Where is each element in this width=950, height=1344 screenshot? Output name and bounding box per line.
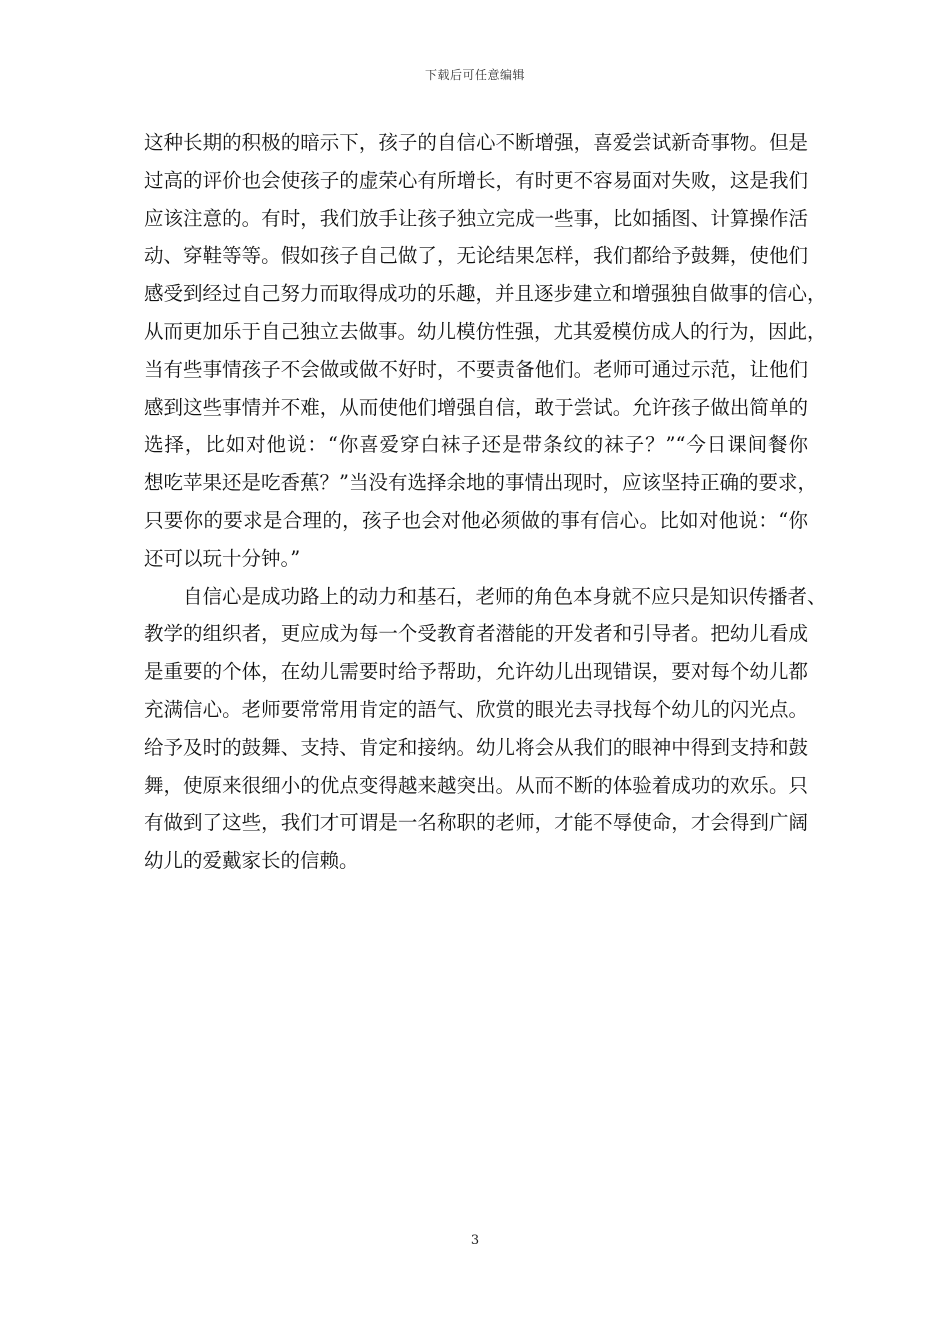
text-line: 选择，比如对他说：“你喜爱穿白袜子还是带条纹的袜子？”“今日课间餐你	[144, 433, 808, 457]
text-line: 自信心是成功路上的动力和基石，老师的角色本身就不应只是知识传播者、	[183, 584, 827, 608]
text-line: 从而更加乐于自己独立去做事。幼儿模仿性强，尤其爱模仿成人的行为，因此，	[144, 319, 827, 343]
text-line: 教学的组织者，更应成为每一个受教育者潜能的开发者和引导者。把幼儿看成	[144, 622, 808, 646]
text-line: 给予及时的鼓舞、支持、肯定和接纳。幼儿将会从我们的眼神中得到支持和鼓	[144, 735, 808, 759]
text-line: 还可以玩十分钟。”	[144, 546, 301, 570]
paragraph-1	[144, 124, 827, 578]
text-line: 感受到经过自己努力而取得成功的乐趣，并且逐步建立和增强独自做事的信心，	[144, 282, 827, 306]
text-line: 这种长期的积极的暗示下，孩子的自信心不断增强，喜爱尝试新奇事物。但是	[144, 131, 808, 154]
paragraph-2	[144, 578, 827, 880]
page-number: 3	[470, 1233, 480, 1248]
page-header: 下载后可任意编辑	[424, 68, 525, 82]
text-line: 充满信心。老师要常常用肯定的語气、欣赏的眼光去寻找每个幼儿的闪光点。	[144, 697, 808, 721]
text-line: 是重要的个体，在幼儿需要时给予帮助，允许幼儿出现错误，要对每个幼儿都	[144, 660, 808, 684]
text-line: 有做到了这些，我们才可谓是一名称职的老师，才能不辱使命，才会得到广阔	[144, 811, 808, 835]
text-line: 应该注意的。有时，我们放手让孩子独立完成一些事，比如插图、计算操作活	[144, 206, 808, 230]
text-line: 感到这些事情并不难，从而使他们增强自信，敢于尝试。允许孩子做出简单的	[144, 395, 808, 419]
text-line: 当有些事情孩子不会做或做不好时，不要责备他们。老师可通过示范，让他们	[144, 357, 808, 381]
text-line: 只要你的要求是合理的，孩子也会对他必须做的事有信心。比如对他说：“你	[144, 508, 808, 532]
text-line: 舞，使原来很细小的优点变得越来越突出。从而不断的体验着成功的欢乐。只	[144, 773, 808, 797]
text-line: 幼儿的爱戴家长的信赖。	[144, 849, 359, 873]
text-line: 过高的评价也会使孩子的虚荣心有所增长，有时更不容易面对失败，这是我们	[144, 168, 808, 192]
document-body	[144, 124, 827, 880]
text-line: 想吃苹果还是吃香蕉？”当没有选择余地的事情出现时，应该坚持正确的要求，	[144, 471, 817, 495]
text-line: 动、穿鞋等等。假如孩子自己做了，无论结果怎样，我们都给予鼓舞，使他们	[144, 244, 808, 268]
